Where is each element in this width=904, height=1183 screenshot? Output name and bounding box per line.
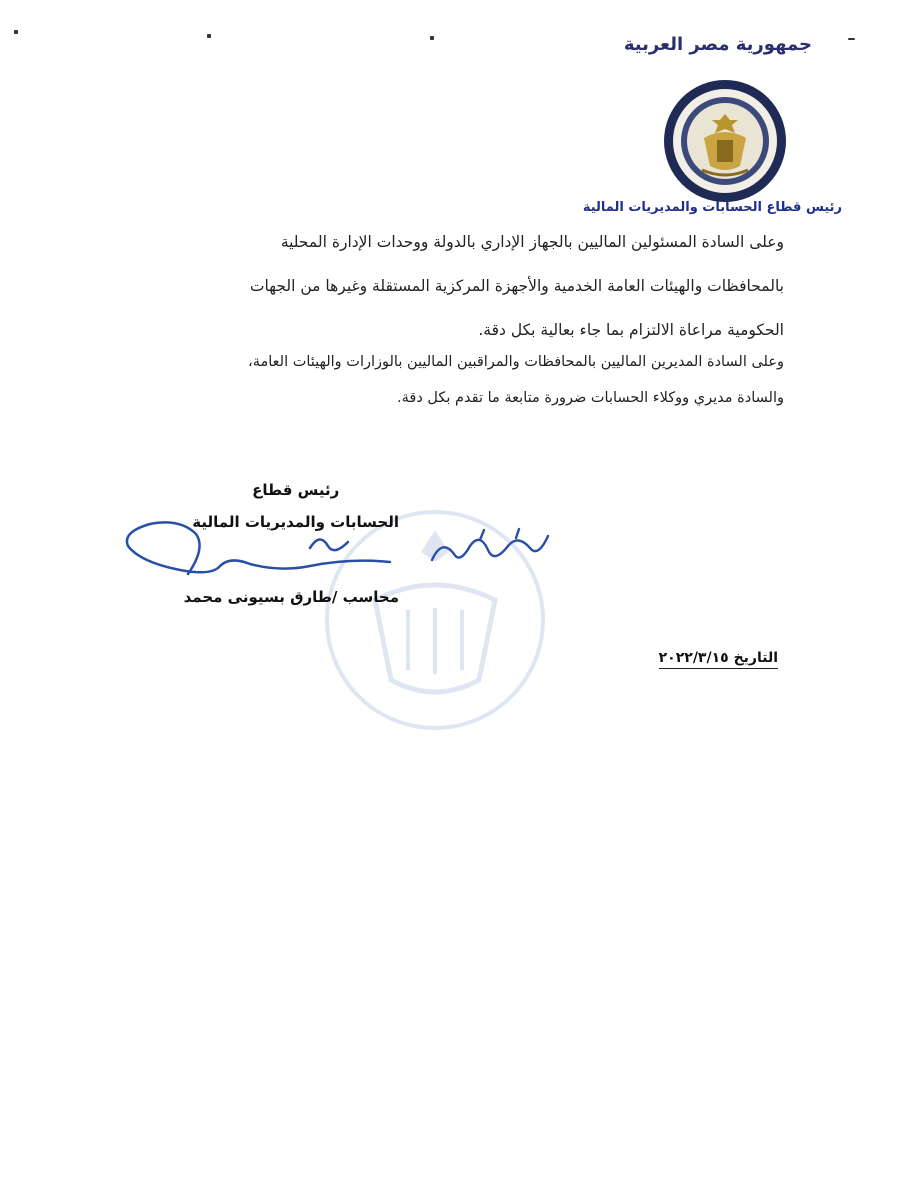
- paragraph-1-line: وعلى السادة المسئولين الماليين بالجهاز الإداري بالدولة ووحدات الإدارة المحلية: [280, 233, 784, 251]
- date-label: التاريخ: [733, 650, 778, 666]
- ministry-of-finance-seal-icon: [662, 78, 788, 204]
- paragraph-2: [100, 344, 784, 416]
- scan-speck: [430, 36, 434, 40]
- date-line: [659, 650, 778, 669]
- scan-speck: [14, 30, 18, 34]
- handwritten-note-icon: [420, 520, 560, 580]
- date-value: ٢٠٢٢/٣/١٥: [658, 650, 729, 666]
- country-heading: جمهورية مصر العربية: [623, 34, 812, 55]
- paragraph-2-line: والسادة مديري ووكلاء الحسابات ضرورة متابعة ما تقدم بكل دقة.: [397, 390, 784, 406]
- paragraph-1-line: الحكومية مراعاة الالتزام بما جاء بعالية بكل دقة.: [478, 321, 784, 339]
- handwritten-signature-icon: [120, 500, 420, 590]
- signature-title-line1: رئيس قطاع: [252, 481, 340, 499]
- signatory-name: محاسب /طارق بسيونى محمد: [183, 588, 399, 606]
- scan-speck: [207, 34, 211, 38]
- paragraph-2-line: وعلى السادة المديرين الماليين بالمحافظات والمراقبين الماليين بالوزارات والهيئات العامة،: [248, 354, 784, 370]
- paragraph-1: [100, 220, 784, 352]
- sector-caption: رئيس قطاع الحسابات والمديريات المالية: [582, 200, 842, 215]
- paragraph-1-line: بالمحافظات والهيئات العامة الخدمية والأجهزة المركزية المستقلة وغيرها من الجهات: [249, 277, 784, 295]
- scan-speck: [848, 38, 855, 40]
- signature-title-line2: الحسابات والمديريات المالية: [192, 513, 399, 531]
